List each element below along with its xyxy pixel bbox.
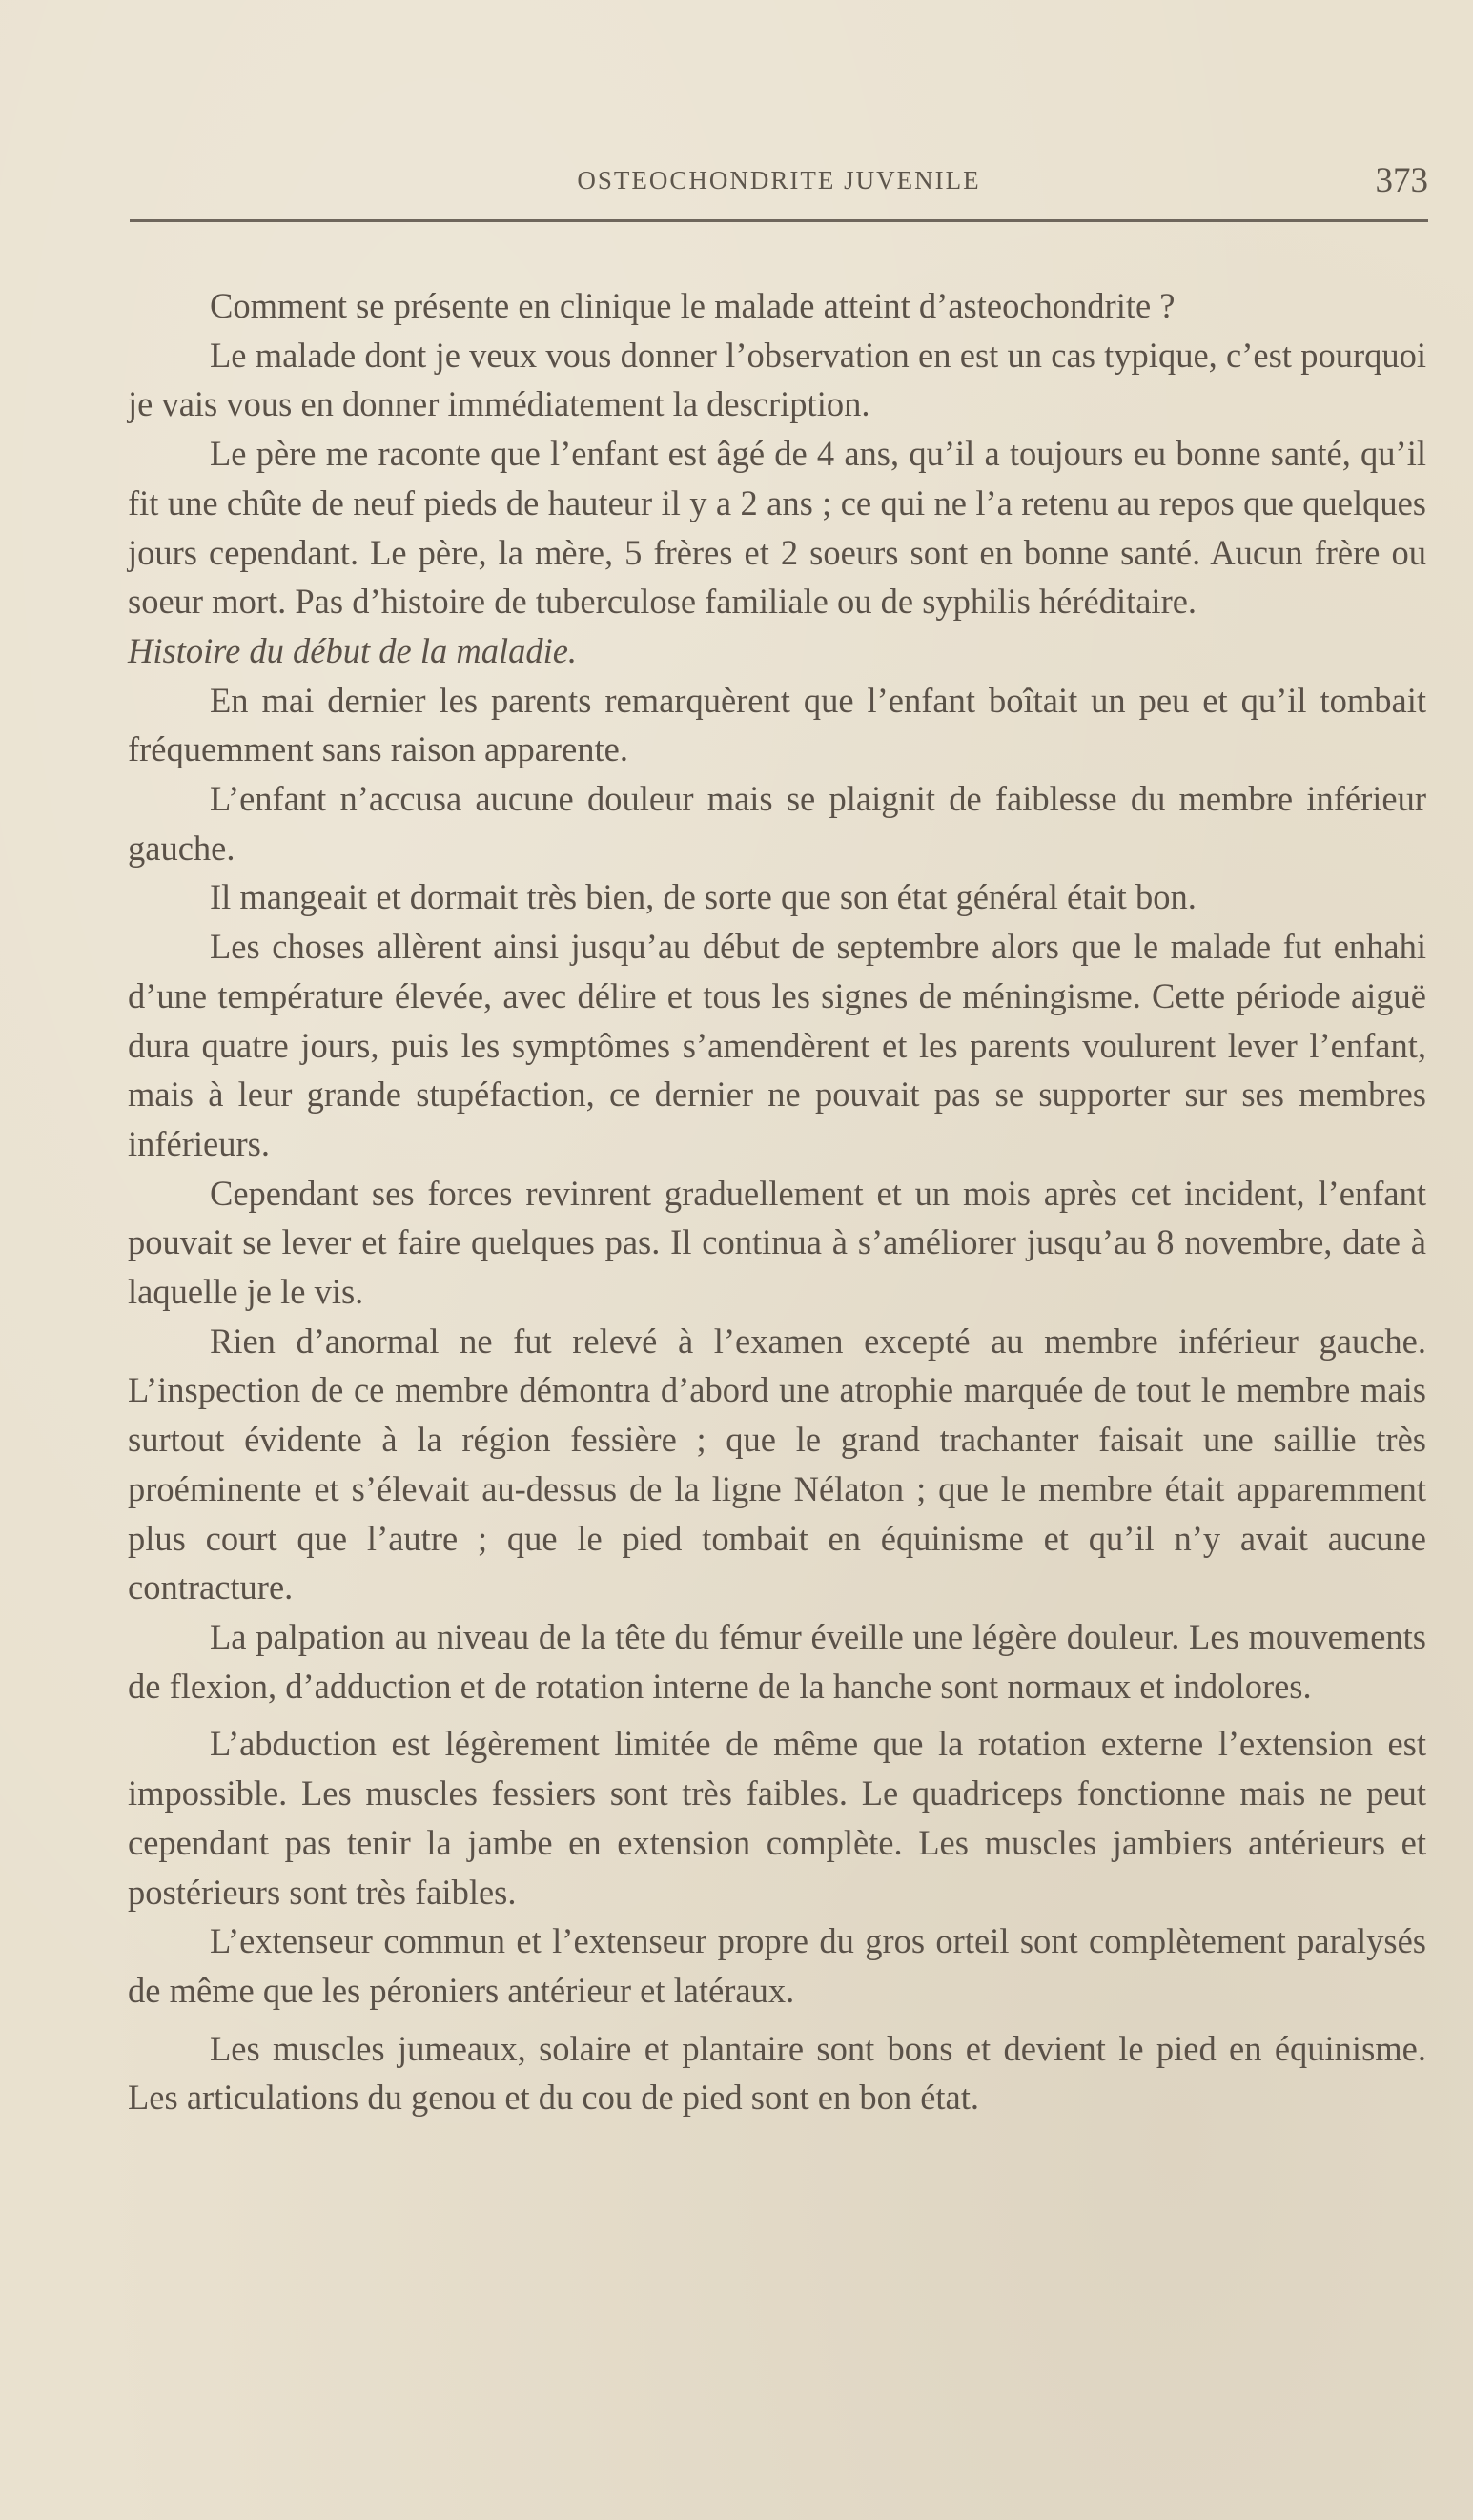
paragraph: En mai dernier les parents remarquèrent que l’enfant boîtait un peu et qu’il tombait fréquemment sans raison apparente. <box>128 680 1426 769</box>
section-subheading: Histoire du début de la maladie. <box>128 630 578 670</box>
page-header <box>130 160 1428 217</box>
paragraph: Les choses allèrent ainsi jusqu’au début de septembre alors que le malade fut enhahi d’une température élevée, avec délire et tous les signes de méningisme. Cette période aiguë dura quatre jours, puis les symptômes s’amendèrent et les parents voulurent lever l’enfant, mais à leur grande stupéfaction, ce dernier ne pouvait pas se supporter sur ses membres inférieurs. <box>128 927 1426 1163</box>
header-rule <box>130 219 1428 222</box>
paragraph: Comment se présente en clinique le malade atteint d’asteochondrite ? <box>210 286 1176 325</box>
running-title: OSTEOCHONDRITE JUVENILE <box>577 166 981 195</box>
paragraph: Rien d’anormal ne fut relevé à l’examen excepté au membre inférieur gauche. L’inspection de ce membre démontra d’abord une atrophie marquée de tout le membre mais surtout évidente à la région fessière ; que le grand trachanter faisait une saillie très proéminente et s’élevait au-dessus de la ligne Nélaton ; que le membre était apparemment plus court que l’autre ; que le pied tombait en équinisme et qu’il n’y avait aucune contracture. <box>128 1321 1426 1608</box>
paragraph: Il mangeait et dormait très bien, de sorte que son état général était bon. <box>210 877 1197 917</box>
paragraph: La palpation au niveau de la tête du fémur éveille une légère douleur. Les mouvements de flexion, d’adduction et de rotation interne de la hanche sont normaux et indolores. <box>128 1616 1426 1706</box>
paragraph: L’extenseur commun et l’extenseur propre du gros orteil sont complètement paralysés de même que les péroniers antérieur et latéraux. <box>128 1921 1426 2010</box>
paragraph: L’abduction est légèrement limitée de même que la rotation externe l’extension est impossible. Les muscles fessiers sont très faibles. Le quadriceps fonctionne mais ne peut cependant pas tenir la jambe en extension complète. Les muscles jambiers antérieurs et postérieurs sont très faibles. <box>128 1724 1426 1912</box>
page-number: 373 <box>1375 161 1428 200</box>
body-text <box>128 281 1426 2122</box>
paragraph: Le père me raconte que l’enfant est âgé de 4 ans, qu’il a toujours eu bonne santé, qu’il fit une chûte de neuf pieds de hauteur il y a 2 ans ; ce qui ne l’a retenu au repos que quelques jours cependant. Le père, la mère, 5 frères et 2 soeurs sont en bonne santé. Aucun frère ou soeur mort. Pas d’histoire de tuberculose familiale ou de syphilis héréditaire. <box>128 434 1426 622</box>
paragraph: Les muscles jumeaux, solaire et plantaire sont bons et devient le pied en équinisme. Les articulations du genou et du cou de pied sont en bon état. <box>128 2028 1426 2118</box>
paragraph: Le malade dont je veux vous donner l’observation en est un cas typique, c’est pourquoi je vais vous en donner immédiatement la description. <box>128 335 1426 424</box>
paragraph: L’enfant n’accusa aucune douleur mais se plaignit de faiblesse du membre inférieur gauche. <box>128 779 1426 868</box>
paragraph: Cependant ses forces revinrent graduellement et un mois après cet incident, l’enfant pouvait se lever et faire quelques pas. Il continua à s’améliorer jusqu’au 8 novembre, date à laquelle je le vis. <box>128 1173 1426 1312</box>
